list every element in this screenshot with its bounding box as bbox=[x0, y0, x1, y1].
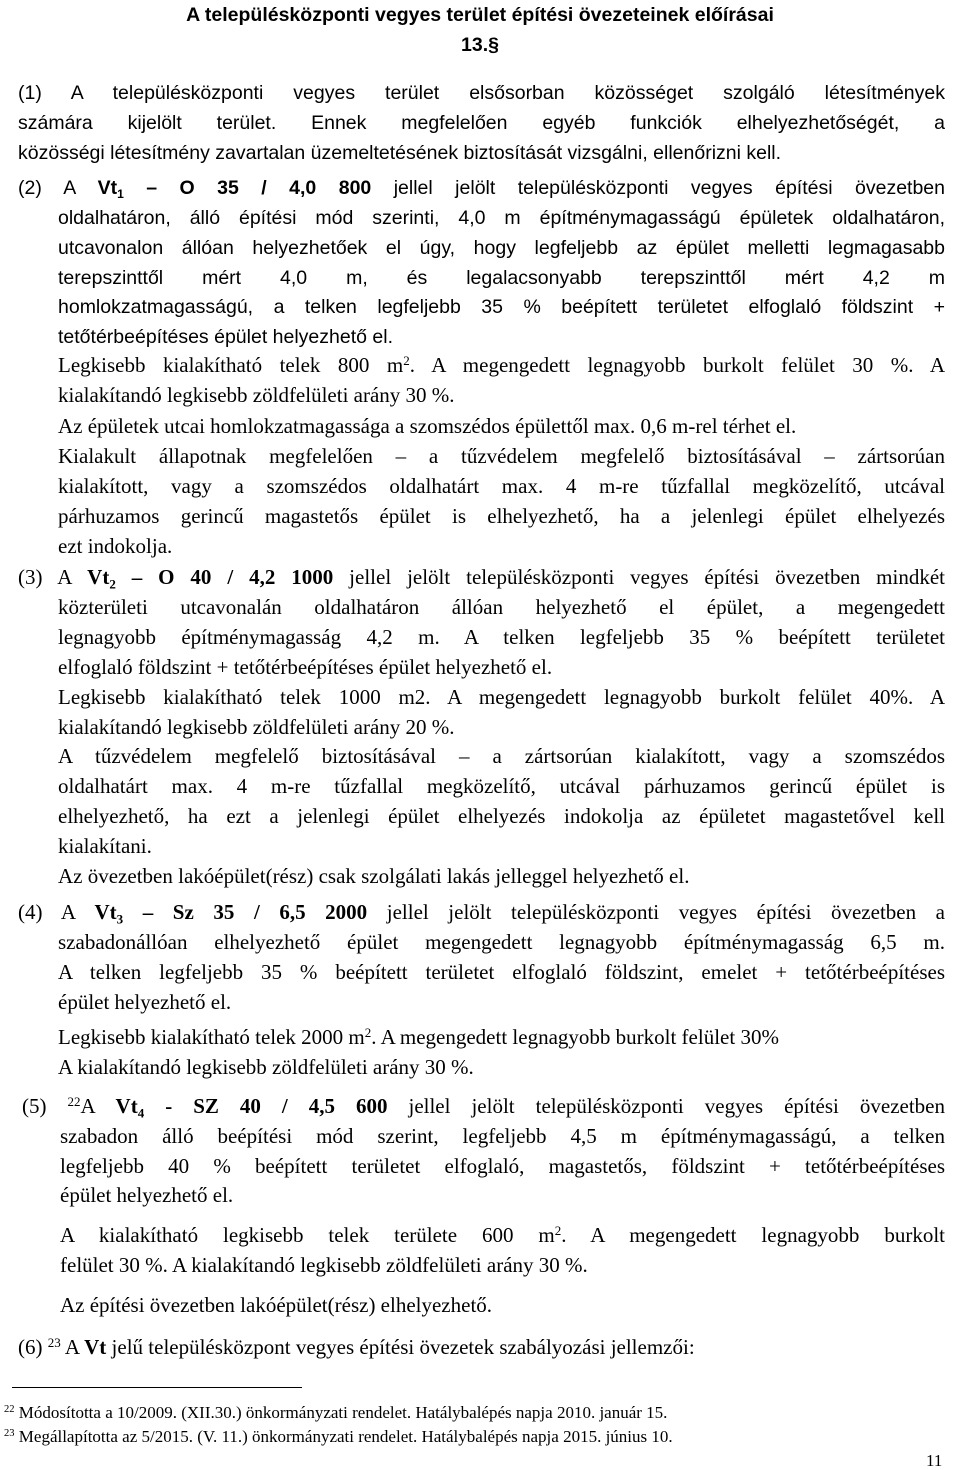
para1-line2: számára kijelölt terület. Ennek megfelelően egyéb funkciók elhelyezhetőségét, a bbox=[18, 112, 945, 134]
para2-closed: kialakított, vagy a szomszédos oldalhatárt max. 4 m-re tűzfallal megközelítő, utcával bbox=[58, 474, 945, 498]
para3-line: legnagyobb építménymagasság 4,2 m. A telken legfeljebb 35 % beépített területet bbox=[58, 625, 945, 649]
para2-line: terepszinttől mért 4,0 m, és legalacsonyabb terepszinttől mért 4,2 m bbox=[58, 267, 945, 289]
para4-heading: (4) A $Vt_3$ – Sz 35 / 6,5 2000 jellel jelölt településközponti vegyes építési övezetben a bbox=[18, 900, 945, 927]
para2-closed: Kialakult állapotnak megfelelően – a tűzvédelem megfelelő biztosításával – zártsorúan bbox=[58, 444, 945, 468]
footnote-ref: 23 bbox=[47, 1334, 61, 1350]
para3-green: kialakítandó legkisebb zöldfelületi arány 20 %. bbox=[58, 715, 455, 739]
footnote: $^{22}$ Módosította a 10/2009. (XII.30.) önkormányzati rendelet. Hatálybalépés napja 2010. január 15. bbox=[4, 1403, 668, 1422]
para5-residential: Az építési övezetben lakóépület(rész) elhelyezhető. bbox=[60, 1293, 493, 1317]
para1-line1: (1) A településközponti vegyes terület elsősorban közösséget szolgáló létesítmények bbox=[18, 82, 945, 104]
para2-line: homlokzatmagasságú, a telken legfeljebb 35 % beépített területet elfoglaló földszint + bbox=[58, 296, 945, 318]
para3-fire: kialakítani. bbox=[58, 834, 152, 858]
para5-min-lot-line2: felület 30 %. A kialakítandó legkisebb zöldfelületi arány 30 %. bbox=[60, 1253, 588, 1277]
para2-heading: (2) A $Vt_1$ – O 35 / 4,0 800 jellel jelölt településközponti vegyes építési övezetben bbox=[18, 177, 945, 202]
para2-closed: ezt indokolja. bbox=[58, 534, 173, 558]
para3-residential: Az övezetben lakóépület(rész) csak szolgálati lakás jelleggel helyezhető el. bbox=[58, 864, 690, 888]
zone-code-vt4: $Vt_4$ - SZ 40 / 4,5 600 bbox=[115, 1094, 388, 1121]
para3-fire: elhelyezhető, ha ezt a jelenlegi épület elhelyezés indokolja az épületet magastetővel kell bbox=[58, 804, 945, 828]
section-number: 13.§ bbox=[461, 34, 499, 56]
para2-green: kialakítandó legkisebb zöldfelületi arány 30 %. bbox=[58, 383, 455, 407]
para3-fire: oldalhatárt max. 4 m-re tűzfallal megközelítő, utcával párhuzamos gerincű épület is bbox=[58, 774, 945, 798]
para2-min-lot: Legkisebb kialakítható telek 800 $m^2$. A megengedett legnagyobb burkolt felület 30 %. A bbox=[58, 352, 945, 377]
zone-code-vt: Vt bbox=[84, 1335, 107, 1359]
para2-line: utcavonalon állóan helyezhetőek el úgy, hogy legfeljebb az épület melletti legmagasabb bbox=[58, 237, 945, 259]
para1-line3: közösségi létesítmény zavartalan üzemeltetésének biztosítását vizsgálni, ellenőrizni kell. bbox=[18, 142, 782, 164]
para5-heading: (5) $^{22}$A $Vt_4$ - SZ 40 / 4,5 600 jellel jelölt településközponti vegyes építési övezetben bbox=[22, 1093, 945, 1121]
zone-code-vt1: $Vt_1$ – O 35 / 4,0 800 bbox=[97, 177, 372, 202]
para2-line: tetőtérbeépítéses épület helyezhető el. bbox=[58, 326, 393, 348]
para4-min-lot: Legkisebb kialakítható telek 2000 $m^2$. A megengedett legnagyobb burkolt felület 30% bbox=[58, 1024, 779, 1049]
section-title: A településközponti vegyes terület építési övezeteinek előírásai bbox=[186, 4, 774, 26]
footnote: $^{23}$ Megállapította az 5/2015. (V. 11.) önkormányzati rendelet. Hatálybalépés napja 2015. június 10. bbox=[4, 1427, 673, 1446]
page-number: 11 bbox=[926, 1451, 943, 1470]
zone-code-vt2: $Vt_2$ – O 40 / 4,2 1000 bbox=[87, 565, 334, 592]
para5-min-lot: A kialakítható legkisebb telek területe 600 $m^2$. A megengedett legnagyobb burkolt bbox=[60, 1222, 945, 1247]
para5-line: épület helyezhető el. bbox=[60, 1183, 234, 1207]
para6-heading: (6) $^{23}$ A Vt jelű településközpont vegyes építési övezetek szabályozási jellemzői: bbox=[18, 1334, 695, 1359]
para3-heading: (3) A $Vt_2$ – O 40 / 4,2 1000 jellel jelölt településközponti vegyes építési övezetben mindkét bbox=[18, 565, 945, 592]
para2-closed: párhuzamos gerincű magastetős épület is elhelyezhető, ha a jelenlegi épület elhelyezés bbox=[58, 504, 945, 528]
para3-line: közterületi utcavonalán oldalhatáron állóan helyezhető el épület, a megengedett bbox=[58, 595, 945, 619]
para4-green: A kialakítandó legkisebb zöldfelületi arány 30 %. bbox=[58, 1055, 474, 1079]
footnote-ref: 22 bbox=[67, 1093, 81, 1109]
para4-line: épület helyezhető el. bbox=[58, 990, 232, 1014]
footnote-separator bbox=[12, 1387, 302, 1388]
para3-line: elfoglaló földszint + tetőtérbeépítéses épület helyezhető el. bbox=[58, 655, 553, 679]
para2-line: oldalhatáron, álló építési mód szerinti, 4,0 m építménymagasságú épületek oldalhatáron, bbox=[58, 207, 945, 229]
para5-line: szabadon álló beépítési mód szerint, legfeljebb 4,5 m építménymagasságú, a telken bbox=[60, 1124, 945, 1148]
para4-line: A telken legfeljebb 35 % beépített területet elfoglaló földszint, emelet + tetőtérbeépítéses bbox=[58, 960, 945, 984]
zone-code-vt3: $Vt_3$ – Sz 35 / 6,5 2000 bbox=[94, 900, 368, 927]
para4-line: szabadonállóan elhelyezhető épület megengedett legnagyobb építménymagasság 6,5 m. bbox=[58, 930, 945, 954]
para3-min-lot: Legkisebb kialakítható telek 1000 m2. A megengedett legnagyobb burkolt felület 40%. A bbox=[58, 685, 945, 709]
para2-facade: Az épületek utcai homlokzatmagassága a szomszédos épülettől max. 0,6 m-rel térhet el. bbox=[58, 414, 797, 438]
para5-line: legfeljebb 40 % beépített területet elfoglaló, magastetős, földszint + tetőtérbeépítéses bbox=[60, 1154, 945, 1178]
para3-fire: A tűzvédelem megfelelő biztosításával – a zártsorúan kialakított, vagy a szomszédos bbox=[58, 744, 945, 768]
